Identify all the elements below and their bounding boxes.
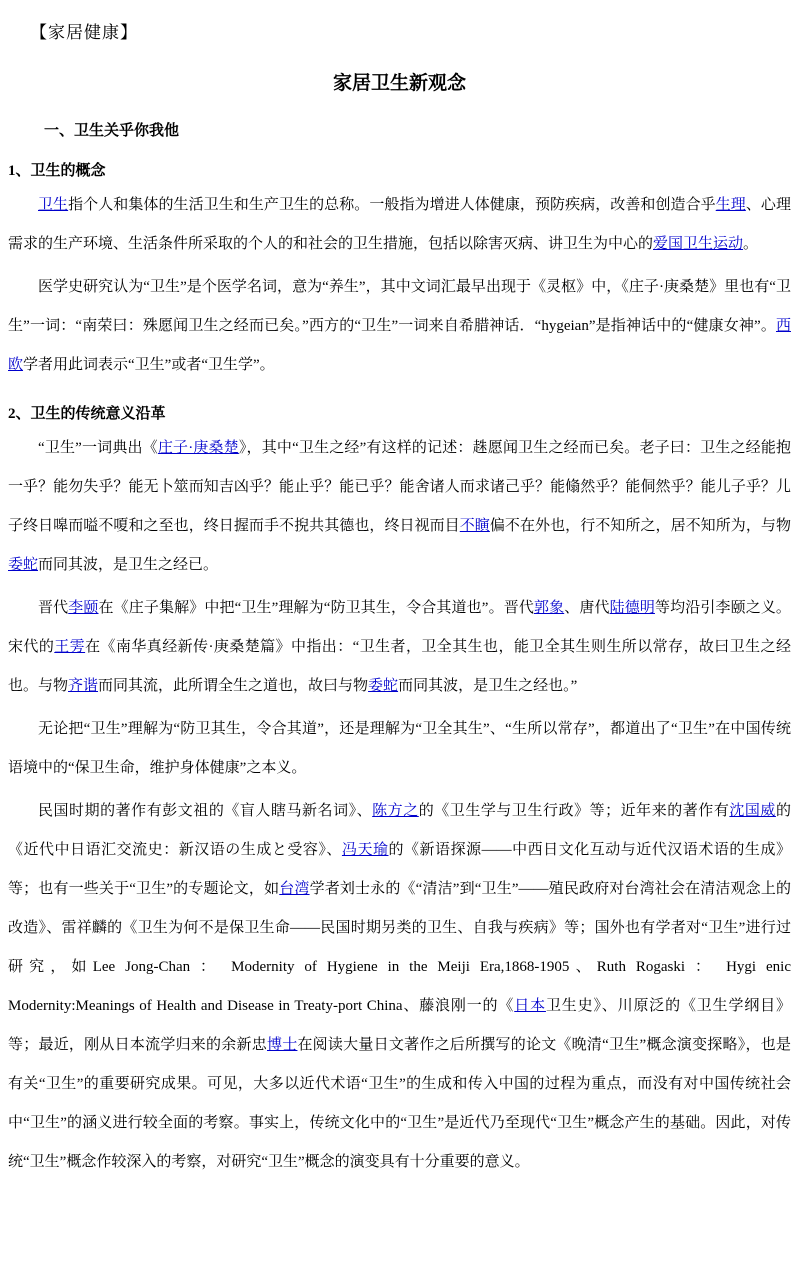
text-run: 》，其中“卫生之经”有这样的记述：趎愿闻卫生之经而已矣。老子曰：卫生之经能抱一乎？能勿失乎？能无卜筮而知吉凶乎？能止乎？能已乎？能舍诸人而求诸己乎？能翛然乎？能侗然乎？能儿子乎？儿子终日嗥而嗌不嗄和之至也，终日握而手不掜共其德也，终日视而目 bbox=[8, 440, 792, 534]
text-link[interactable]: 博士 bbox=[266, 1037, 298, 1053]
text-run: 指个人和集体的生活卫生和生产卫生的总称。一般指为增进人体健康，预防疾病，改善和创造合乎 bbox=[68, 197, 716, 213]
text-run: 。 bbox=[743, 236, 759, 252]
text-link[interactable]: 爱国卫生运动 bbox=[653, 236, 744, 252]
text-link[interactable]: 委蛇 bbox=[8, 557, 39, 573]
text-link[interactable]: 庄子·庚桑楚 bbox=[157, 440, 239, 456]
text-link[interactable]: 日本 bbox=[514, 998, 546, 1014]
text-link[interactable]: 陈方之 bbox=[372, 803, 419, 819]
text-run: 晋代 bbox=[38, 600, 69, 616]
text-run: 等均沿引李颐之义。宋代的 bbox=[8, 600, 791, 655]
text-run: 卫生史》、川原泛的《卫生学纲目》等；最近，刚从日本流学归来的余新忠 bbox=[8, 998, 791, 1053]
text-run: 学者用此词表示“卫生”或者“卫生学”。 bbox=[23, 357, 275, 373]
text-run: 民国时期的著作有彭文祖的《盲人瞎马新名词》、 bbox=[38, 803, 373, 819]
text-run: 、心理需求的生产环境、生活条件所采取的个人的和社会的卫生措施，包括以除害灭病、讲卫生为中心的 bbox=[8, 197, 791, 252]
text-run: 的《新语探源——中西日文化互动与近代汉语术语的生成》等；也有一些关于“卫生”的专题论文，如 bbox=[8, 842, 791, 897]
text-link[interactable]: 冯天瑜 bbox=[341, 842, 389, 858]
text-link[interactable]: 委蛇 bbox=[368, 678, 399, 694]
paragraph bbox=[8, 589, 791, 706]
text-link[interactable]: 不瞚 bbox=[459, 518, 490, 534]
page-title: 家居卫生新观念 bbox=[332, 73, 466, 94]
text-link[interactable]: 台湾 bbox=[279, 881, 310, 897]
paragraph bbox=[8, 792, 791, 1182]
subsection-heading-2: 2、卫生的传统意义沿革 bbox=[8, 406, 166, 422]
text-run: 在《庄子集解》中把“卫生”理解为“防卫其生，令合其道也”。晋代 bbox=[98, 600, 534, 616]
paragraph bbox=[8, 186, 791, 264]
text-run: 而同其流，此所谓全生之道也，故曰与物 bbox=[98, 678, 369, 694]
subsection-heading-1: 1、卫生的概念 bbox=[8, 163, 106, 179]
text-link[interactable]: 李颐 bbox=[68, 600, 99, 616]
paragraph bbox=[8, 268, 791, 385]
text-run: 无论把“卫生”理解为“防卫其生，令合其道”，还是理解为“卫全其生”、“生所以常存”，都道出了“卫生”在中国传统语境中的“保卫生命，维护身体健康”之本义。 bbox=[8, 721, 791, 776]
text-run: 的《卫生学与卫生行政》等；近年来的著作有 bbox=[418, 803, 730, 819]
paragraph bbox=[8, 710, 791, 788]
text-link[interactable]: 陆德明 bbox=[609, 600, 655, 616]
text-link[interactable]: 西欧 bbox=[8, 318, 791, 373]
subsections bbox=[8, 160, 791, 1182]
text-run: 而同其波，是卫生之经已。 bbox=[38, 557, 219, 573]
category-tag: 【家居健康】 bbox=[30, 23, 138, 42]
text-link[interactable]: 郭象 bbox=[533, 600, 565, 616]
text-link[interactable]: 齐谐 bbox=[68, 678, 99, 694]
section-heading: 一、卫生关乎你我他 bbox=[44, 123, 180, 139]
text-run: 的《近代中日语汇交流史：新汉语の生成と受容》、 bbox=[8, 803, 791, 858]
paragraph bbox=[8, 429, 791, 585]
text-run: 在《南华真经新传·庚桑楚篇》中指出：“卫生者，卫全其生也，能卫全其生则生所以常存，故曰卫生之经也。与物 bbox=[8, 639, 791, 694]
text-link[interactable]: 生理 bbox=[715, 197, 746, 213]
text-run: 学者刘士永的《“清洁”到“卫生”——殖民政府对台湾社会在清洁观念上的改造》、雷祥麟的《卫生为何不是保卫生命——民国时期另类的卫生、自我与疾病》等；国外也有学者对“卫生”进行过研究，如Lee Jong-Chan ： Modernity of Hygiene in the Meiji Era,1868-1905、Ruth Rogaski ： Hygi enic Modernity:Meanings of Health and Disease in Treaty-port China、藤浪刚一的《 bbox=[8, 881, 791, 1014]
text-link[interactable]: 王雱 bbox=[54, 639, 86, 655]
text-run: “卫生”一词典出《 bbox=[38, 440, 158, 456]
text-run: 在阅读大量日文著作之后所撰写的论文《晚清“卫生”概念演变探略》，也是有关“卫生”的重要研究成果。可见，大多以近代术语“卫生”的生成和传入中国的过程为重点，而没有对中国传统社会中“卫生”的涵义进行较全面的考察。事实上，传统文化中的“卫生”是近代乃至现代“卫生”概念产生的基础。因此，对传统“卫生”概念作较深入的考察，对研究“卫生”概念的演变具有十分重要的意义。 bbox=[8, 1037, 791, 1170]
text-run: 医学史研究认为“卫生”是个医学名词，意为“养生”，其中文词汇最早出现于《灵枢》中，《庄子·庚桑楚》里也有“卫生”一词：“南荣曰：殊愿闻卫生之经而已矣。”西方的“卫生”一词来自希腊神话．“hygeian”是指神话中的“健康女神”。 bbox=[8, 279, 791, 334]
text-run: 偏不在外也，行不知所之，居不知所为，与物 bbox=[489, 518, 791, 534]
text-run: 、唐代 bbox=[564, 600, 610, 616]
document-page bbox=[0, 22, 799, 1264]
text-run: 而同其波，是卫生之经也。” bbox=[398, 678, 578, 694]
text-link[interactable]: 沈国威 bbox=[729, 803, 776, 819]
text-link[interactable]: 卫生 bbox=[38, 197, 69, 213]
